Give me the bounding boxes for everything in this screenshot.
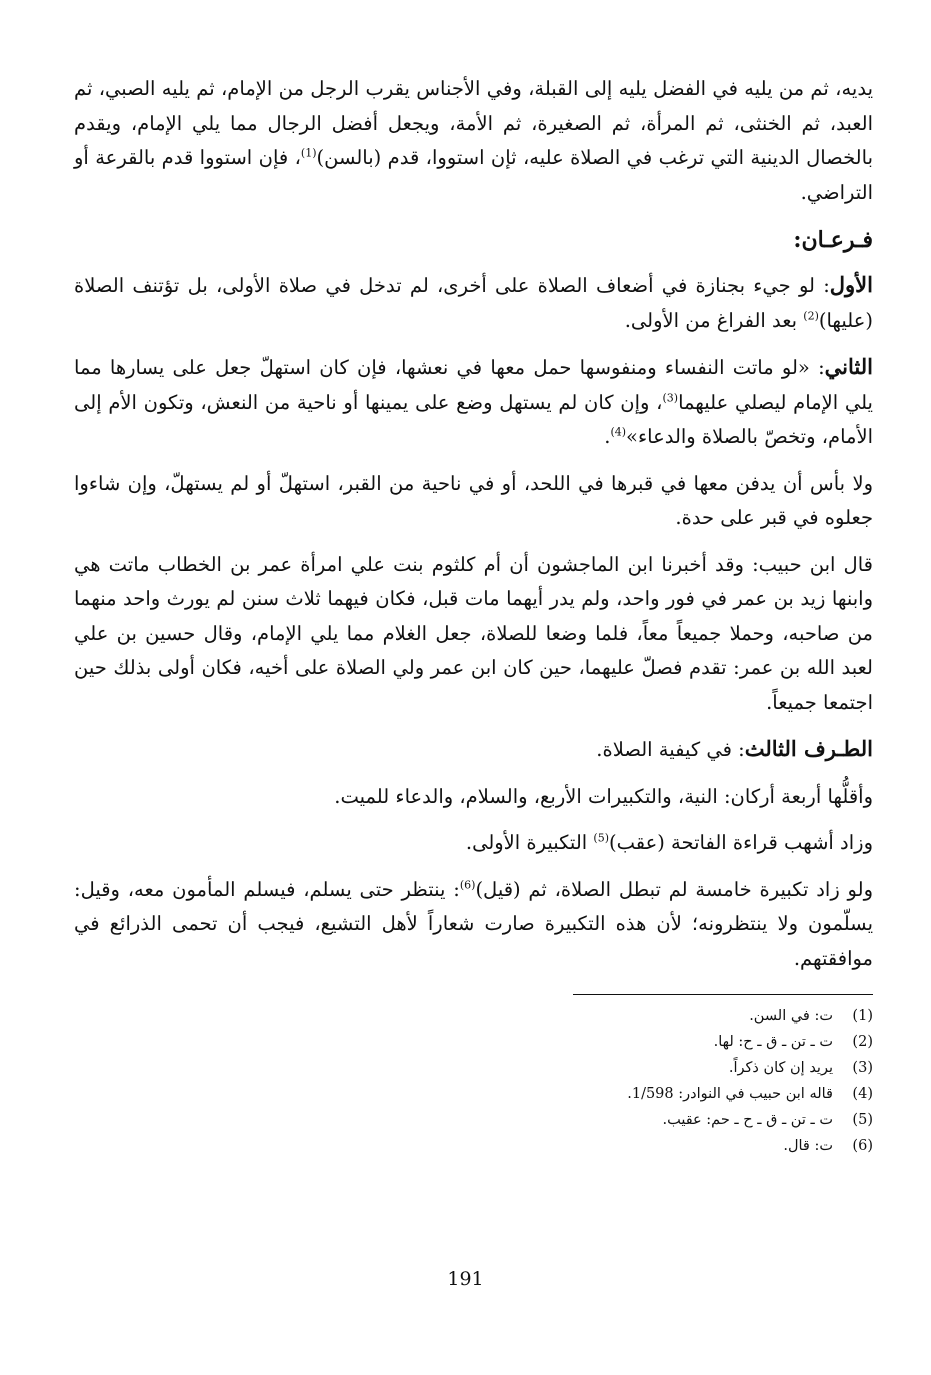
footnote-text: ت ـ تن ـ ق ـ ح: لها. bbox=[713, 1034, 833, 1050]
footnote-item bbox=[74, 1029, 873, 1055]
footnote-item bbox=[74, 1055, 873, 1081]
paragraph-third-part bbox=[74, 732, 873, 768]
footnote-number: (5) bbox=[852, 1112, 873, 1128]
paragraph-7: وأقلُّها أربعة أركان: النية، والتكبيرات الأربع، والسلام، والدعاء للميت. bbox=[334, 784, 873, 808]
paragraph-2-text-b: بعد الفراغ من الأولى. bbox=[624, 308, 804, 332]
paragraph-first-branch bbox=[74, 268, 873, 338]
footnote-number: (3) bbox=[852, 1060, 873, 1076]
footnote-ref-3: (3) bbox=[662, 391, 679, 404]
paragraph-1 bbox=[74, 72, 873, 210]
paragraph-9-text-b: : ينتظر حتى يسلم، فيسلم المأمون معه، وقيل: يسلّمون ولا ينتظرونه؛ لأن هذه التكبيرة صارت شعاراً لأهل التشيع، فيجب أن تحمى الذرائع في موافقتهم. bbox=[74, 877, 873, 970]
footnote-text: ت: في السن. bbox=[749, 1008, 833, 1024]
footnote-ref-2: (2) bbox=[803, 309, 819, 322]
page-number: 191 bbox=[447, 1268, 484, 1290]
paragraph-1-text: يديه، ثم من يليه في الفضل يليه إلى القبلة، وفي الأجناس يقرب الرجل من الإمام، ثم يليه الصبي، ثم العبد، ثم الخنثى، ثم المرأة، ثم الصغيرة، ثم الأمة، ويجعل أفضل الرجال مما يلي الإمام، ويقدم بالخصال الدينية التي ترغب في الصلاة عليه، ثإن استووا، قدم (بالسن) bbox=[74, 77, 873, 169]
footnote-item bbox=[74, 1081, 873, 1107]
footnote-text: يريد إن كان ذكراً. bbox=[728, 1060, 833, 1076]
term-first: الأول bbox=[829, 272, 873, 297]
footnote-number: (6) bbox=[852, 1138, 873, 1154]
footnote-text: قاله ابن حبيب في النوادر: 1/598. bbox=[627, 1086, 833, 1102]
footnote-number: (4) bbox=[852, 1086, 873, 1102]
paragraph-4: ولا بأس أن يدفن معها في قبرها في اللحد، أو في ناحية من القبر، استهلّ أو لم يستهلّ، وإن شاءوا جعلوه في قبر على حدة. bbox=[74, 471, 873, 529]
paragraph-3-text-c: . bbox=[604, 425, 611, 448]
paragraph-3-text-a: : «لو ماتت النفساء ومنفوسها حمل معها في نعشها، فإن كان استهلّ جعل على يسارها مما يلي الإمام ليصلي عليهما bbox=[74, 356, 873, 414]
footnote-ref-6: (6) bbox=[459, 878, 476, 891]
footnote-number: (2) bbox=[852, 1034, 873, 1050]
footnotes bbox=[74, 1003, 873, 1159]
paragraph-8 bbox=[74, 826, 873, 861]
section-heading-far3an: فـرعـان: bbox=[793, 227, 873, 253]
footnote-item bbox=[74, 1107, 873, 1133]
footnote-ref-1: (1) bbox=[300, 146, 317, 160]
footnote-number: (1) bbox=[852, 1008, 873, 1024]
paragraph-2-text-a: : لو جيء بجنازة في أضعاف الصلاة على أخرى، لم تدخل في صلاة الأولى، بل تؤتنف الصلاة (عليها) bbox=[74, 274, 873, 332]
paragraph-9-text-a: ولو زاد تكبيرة خامسة لم تبطل الصلاة، ثم (قيل) bbox=[475, 877, 873, 901]
term-second: الثاني bbox=[824, 354, 873, 379]
footnote-ref-5: (5) bbox=[593, 831, 609, 845]
paragraph-1-tail: ، فإن استووا قدم بالقرعة أو التراضي. bbox=[74, 146, 873, 204]
paragraph-5: قال ابن حبيب: وقد أخبرنا ابن الماجشون أن أم كلثوم بنت علي امرأة عمر بن الخطاب ماتت هي وابنها زيد بن عمر في فور واحد، ولم يدر أيهما مات قبل، فكان فيهما ثلاث سنن لم يورث واحد منهما من صاحبه، وحملا جميعاً معاً، فلما وضعا للصلاة، جعل الغلام مما يلي الإمام، وقال حسين بن علي لعبد الله بن عمر: تقدم فصلّ عليهما، حين كان ابن عمر ولي الصلاة على أخيه، فكان أولى بذلك حين اجتمعا جميعاً. bbox=[74, 552, 873, 714]
footnote-text: ت ـ تن ـ ق ـ ح ـ حم: عقيب. bbox=[662, 1112, 833, 1128]
paragraph-8-text-a: وزاد أشهب قراءة الفاتحة (عقب) bbox=[608, 831, 873, 854]
footnote-divider bbox=[573, 994, 873, 995]
paragraph-3-text-b: ، وإن كان لم يستهل وضع على يمينها أو ناحية من النعش، وتكون الأم إلى الأمام، وتخصّ بالصلاة والدعاء» bbox=[74, 390, 873, 448]
footnote-item bbox=[74, 1133, 873, 1159]
footnote-item bbox=[74, 1003, 873, 1029]
footnote-ref-4: (4) bbox=[610, 425, 627, 439]
footnote-text: ت: قال. bbox=[783, 1138, 833, 1154]
paragraph-second-branch bbox=[74, 350, 873, 455]
paragraph-6-text: : في كيفية الصلاة. bbox=[596, 738, 745, 761]
paragraph-9 bbox=[74, 873, 873, 977]
term-third-part: الطـرف الثالث bbox=[744, 736, 873, 761]
paragraph-8-text-b: التكبيرة الأولى. bbox=[465, 831, 594, 854]
